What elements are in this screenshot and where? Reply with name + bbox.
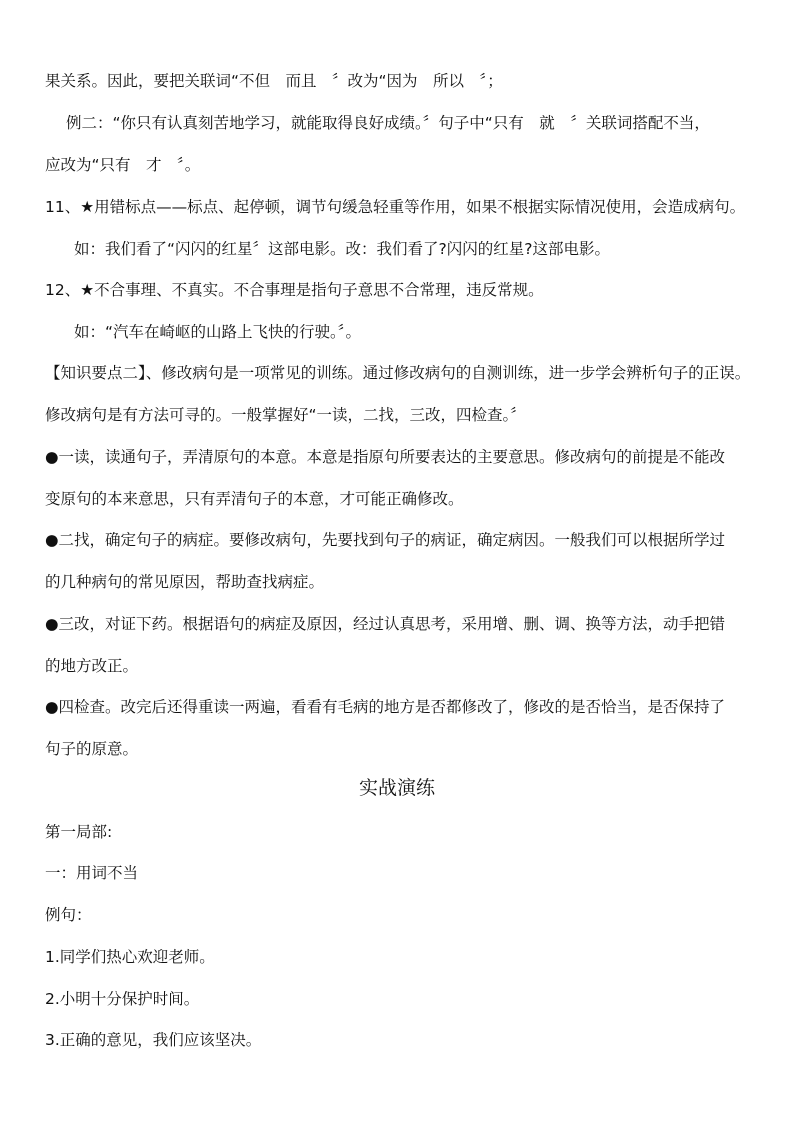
text-line: 果关系。因此，要把关联词“不但 而且 〞改为“因为 所以 〞； [45, 72, 503, 90]
text-line: 第一局部: [45, 823, 113, 841]
section-title: 实战演练 [358, 777, 435, 799]
text-line: 1.同学们热心欢迎老师。 [45, 948, 215, 966]
text-line: 如：我们看了“闪闪的红星〞这部电影。改：我们看了?闪闪的红星?这部电影。 [74, 240, 610, 258]
text-line: 如：“汽车在崎岖的山路上飞快的行驶。〞。 [74, 323, 362, 341]
text-line: 一：用词不当 [45, 864, 139, 882]
text-line: ●三改，对证下药。根据语句的病症及原因，经过认真思考，采用增、删、调、换等方法，动手把错 [45, 615, 726, 633]
text-line: ●一读，读通句子，弄清原句的本意。本意是指原句所要表达的主要意思。修改病句的前提是不能改 [45, 448, 726, 466]
text-line: 12、★不合事理、不真实。不合事理是指句子意思不合常理，违反常规。 [45, 281, 544, 299]
text-line: 修改病句是有方法可寻的。一般掌握好“一读，二找，三改，四检查。〞 [45, 406, 526, 424]
text-line: 变原句的本来意思，只有弄清句子的本意，才可能正确修改。 [45, 490, 464, 508]
text-line: ●二找，确定句子的病症。要修改病句，先要找到句子的病证，确定病因。一般我们可以根据所学过 [45, 531, 726, 549]
text-line: 句子的原意。 [45, 740, 139, 758]
text-line: 2.小明十分保护时间。 [45, 990, 200, 1008]
text-line: ●四检查。改完后还得重读一两遍，看看有毛病的地方是否都修改了，修改的是否恰当，是否保持了 [45, 698, 726, 716]
text-line: 的地方改正。 [45, 657, 139, 675]
text-line: 例二：“你只有认真刻苦地学习，就能取得良好成绩。〞句子中“只有 就 〞关联词搭配不当， [66, 114, 710, 132]
text-line: 的几种病句的常见原因，帮助查找病症。 [45, 573, 325, 591]
text-line: 例句： [45, 906, 92, 924]
text-line: 11、★用错标点——标点、起停顿，调节句缓急轻重等作用，如果不根据实际情况使用，会造成病句。 [45, 198, 746, 216]
text-line: 应改为“只有 才 〞。 [45, 156, 201, 174]
text-line: 3.正确的意见，我们应该坚决。 [45, 1031, 262, 1049]
text-line: 【知识要点二】、修改病句是一项常见的训练。通过修改病句的自测训练，进一步学会辨析句子的正误。 [45, 364, 751, 382]
